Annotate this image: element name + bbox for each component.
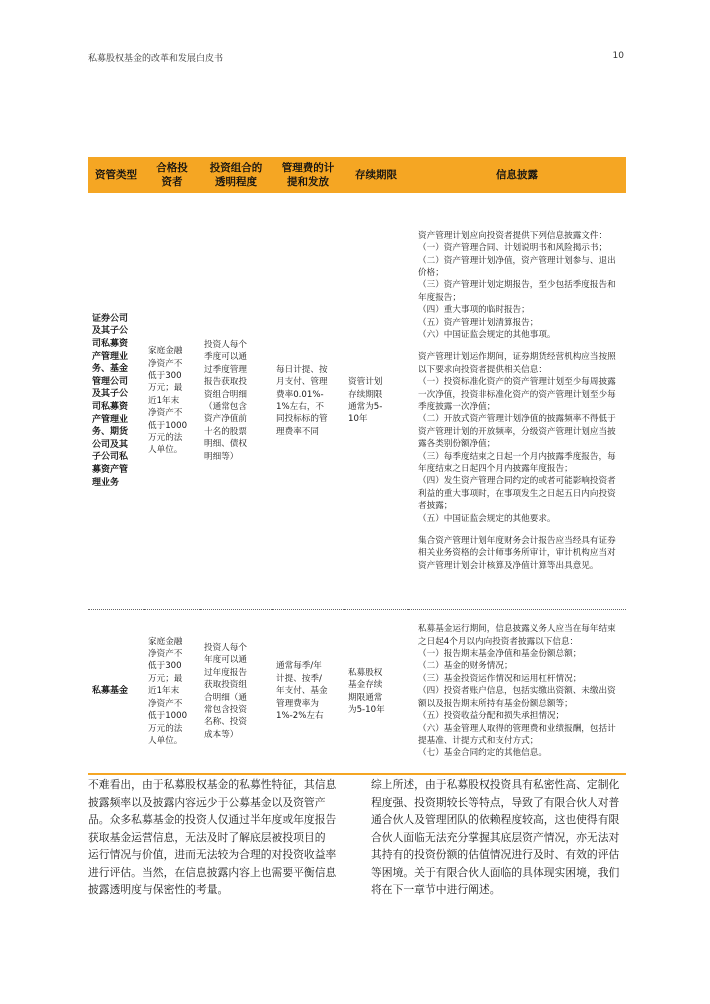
cell-qualified-investor (144, 193, 200, 610)
text-line: 管理公司 (92, 376, 129, 387)
text-line: 获取投资组 (204, 680, 247, 691)
text-line: 资产管理计划会计核算及净值计算等出具意见。 (418, 560, 599, 571)
text-line: 提基准、计提方式和支付方式； (418, 735, 539, 746)
text-line: 低于1000 (148, 420, 188, 431)
table-row (88, 610, 626, 775)
text-line: （六）中国证监会规定的其他事项。 (418, 329, 556, 340)
text-line: 费率0.01%- (276, 389, 324, 400)
cell-asset-type (88, 610, 144, 775)
comparison-table (88, 157, 626, 775)
text-line: 利益的重大事项时，在事项发生之日起五日内向投资 (418, 488, 616, 499)
disclosure-paragraph (418, 230, 620, 342)
text-line: 通常为5- (348, 402, 383, 412)
text-line: 产管理业 (92, 414, 129, 425)
text-line: 净资产不 (148, 358, 183, 369)
text-line: （五）投资收益分配和损失承担情况； (418, 711, 565, 722)
text-line: 过季度管理 (204, 364, 247, 375)
cell-management-fee (272, 610, 344, 775)
cell-duration (344, 193, 408, 610)
header-management-fee: 管理费的计 提和发放 (272, 157, 344, 193)
text-line: （一）投资标准化资产的资产管理计划至少每周披露 (418, 377, 616, 388)
table-header-row (88, 157, 626, 193)
text-line: 万元；最 (148, 383, 183, 394)
body-paragraph-left (88, 776, 356, 899)
text-line: 十名的股票 (204, 426, 247, 437)
text-line: 获取基金运营信息，无法及时了解底层被投项目的 (88, 830, 326, 844)
text-line: 投资人每个 (204, 642, 247, 653)
text-line: 近1年末 (148, 395, 180, 406)
text-line: （四）发生资产管理合同约定的或者可能影响投资者 (418, 476, 616, 487)
text-line: 成本等） (204, 729, 239, 740)
text-line: 常包含投资 (204, 704, 247, 715)
cell-qualified-investor (144, 610, 200, 775)
cell-asset-type (88, 193, 144, 610)
header-asset-type: 资管类型 (88, 157, 144, 193)
text-line: 进行评估。当然，在信息披露内容上也需要平衡信息 (88, 865, 337, 879)
table-row (88, 193, 626, 610)
text-line: 募资产管 (92, 464, 129, 475)
text-line: 综上所述，由于私募股权投资具有私密性高、定制化 (371, 778, 620, 791)
text-line: 相关业务资格的会计师事务所审计，审计机构应当对 (418, 548, 616, 559)
header-transparency: 投资组合的 透明程度 (200, 157, 272, 193)
text-line: 低于1000 (148, 711, 188, 722)
text-line: 通常每季/年 (276, 661, 322, 672)
text-line: （四）投资者账户信息，包括实缴出资额、未缴出资 (418, 686, 616, 697)
cell-disclosure (408, 193, 626, 610)
text-line: 资管计划 (348, 377, 383, 388)
text-line: 万元的法 (148, 723, 183, 734)
page-number: 10 (612, 51, 624, 61)
text-line: 万元；最 (148, 673, 183, 684)
text-line: （五）资产管理计划清算报告； (418, 317, 539, 328)
text-line: （一）资产管理合同、计划说明书和风险揭示书； (418, 243, 608, 254)
text-line: 存续期限 (348, 389, 383, 400)
text-line: 披露频率以及披露内容远少于公募基金以及资管产 (88, 795, 326, 809)
text-line: 同投标标的管 (276, 414, 328, 425)
text-line: 10年 (348, 414, 368, 425)
text-line: （三）每季度结束之日起一个月内披露季度报告，每 (418, 451, 616, 462)
text-line: 程度强、投资期较长等特点，导致了有限合伙人对普 (371, 795, 620, 809)
text-line: 年支付、基金 (276, 686, 328, 697)
document-title: 私募股权基金的改革和发展白皮书 (88, 54, 224, 64)
text-line: （六）基金管理人取得的管理费和业绩报酬，包括计 (418, 723, 616, 734)
text-line: 月支付、管理 (276, 377, 328, 388)
text-line: 净资产不 (148, 649, 183, 660)
text-line: 务、基金 (92, 364, 129, 375)
cell-transparency (200, 610, 272, 775)
text-line: （三）资产管理计划定期报告，至少包括季度报告和 (418, 280, 616, 291)
text-line: （七）基金合同约定的其他信息。 (418, 748, 547, 759)
text-line: 披露透明度与保密性的考量。 (88, 883, 229, 896)
text-line: 1%-2%左右 (276, 711, 324, 722)
text-line: 净资产不 (148, 698, 183, 709)
text-line: 明细、债权 (204, 439, 247, 450)
text-line: 子公司私 (92, 452, 129, 463)
text-line: 低于300 (148, 370, 182, 381)
text-line: 合伙人面临无法充分掌握其底层资产情况，亦无法对 (371, 830, 620, 844)
header-duration: 存续期限 (344, 157, 408, 193)
disclosure-paragraph (418, 535, 620, 572)
header-disclosure: 信息披露 (408, 157, 626, 193)
text-line: 以下要求向投资者提供相关信息： (418, 364, 547, 375)
text-line: 公司及其 (92, 439, 129, 450)
text-line: 合明细（通 (204, 692, 247, 703)
text-line: 年度报告； (418, 292, 461, 303)
text-line: 管理费率为 (276, 698, 319, 709)
text-line: 万元的法 (148, 433, 183, 444)
text-line: 资组合明细 (204, 389, 247, 400)
text-line: 司私募资 (92, 339, 129, 350)
text-line: 年度可以通 (204, 655, 247, 666)
text-line: 品。众多私募基金的投资人仅通过半年度或年度报告 (88, 813, 337, 826)
text-line: 露各类别份额净值； (418, 439, 496, 450)
text-line: 近1年末 (148, 686, 180, 697)
text-line: 证券公司 (92, 313, 129, 324)
text-line: （二）基金的财务情况； (418, 661, 513, 672)
text-line: （一）报告期末基金净值和基金份额总额； (418, 649, 582, 660)
text-line: 人单位。 (148, 445, 183, 456)
cell-disclosure (408, 610, 626, 775)
text-line: 家庭金融 (148, 636, 183, 647)
text-line: 报告获取投 (204, 377, 247, 388)
text-line: 司私募资 (92, 402, 129, 412)
cell-duration (344, 610, 408, 775)
text-line: 为5-10年 (348, 704, 385, 715)
text-line: 1%左右，不 (276, 402, 325, 412)
text-line: 一次净值，投资非标准化资产的资产管理计划至少每 (418, 389, 616, 400)
text-line: 其持有的投资份额的估值情况进行及时、有效的评估 (371, 848, 620, 861)
text-line: （五）中国证监会规定的其他要求。 (418, 513, 556, 524)
text-line: 过年度报告 (204, 667, 247, 678)
text-line: 运行情况与价值，进而无法较为合理的对投资收益率 (88, 848, 337, 861)
text-line: 资产管理计划运作期间，证券期货经营机构应当按照 (418, 352, 616, 363)
text-line: 年度结束之日起四个月内披露年度报告； (418, 464, 573, 475)
text-line: 基金存续 (348, 680, 383, 691)
text-line: 产管理业 (92, 351, 129, 362)
text-line: （二）资产管理计划净值，资产管理计划参与、退出 (418, 255, 616, 266)
text-line: 及其子公 (92, 389, 129, 400)
text-line: 名称、投资 (204, 717, 247, 728)
text-line: 期限通常 (348, 692, 383, 703)
text-line: 每日计提、按 (276, 364, 328, 375)
text-line: 私募基金 (92, 686, 129, 697)
text-line: 明细等） (204, 451, 239, 462)
text-line: 私募基金运行期间，信息披露义务人应当在每年结束 (418, 624, 616, 635)
body-paragraph-right (371, 776, 631, 899)
text-line: 季度可以通 (204, 352, 247, 363)
text-line: 价格； (418, 267, 444, 278)
text-line: （四）重大事项的临时报告； (418, 305, 530, 316)
text-line: 净资产不 (148, 408, 183, 419)
cell-management-fee (272, 193, 344, 610)
text-line: 理业务 (92, 477, 120, 488)
text-line: （通常包含 (204, 402, 247, 412)
text-line: 务、期货 (92, 427, 129, 438)
text-line: 额以及报告期末所持有基金份额总额等； (418, 698, 573, 709)
header-qualified-investor: 合格投 资者 (144, 157, 200, 193)
text-line: 及其子公 (92, 326, 129, 337)
text-line: 者披露； (418, 501, 453, 512)
text-line: （二）开放式资产管理计划净值的披露频率不得低于 (418, 414, 616, 425)
text-line: 不难看出，由于私募股权基金的私募性特征，其信息 (88, 778, 337, 791)
text-line: 理费率不同 (276, 426, 319, 437)
text-line: 资产管理计划的开放频率，分级资产管理计划应当披 (418, 426, 616, 437)
text-line: 计提、按季/ (276, 673, 322, 684)
text-line: 人单位。 (148, 735, 183, 746)
disclosure-paragraph (418, 623, 620, 759)
text-line: （三）基金投资运作情况和运用杠杆情况； (418, 673, 582, 684)
text-line: 资产净值前 (204, 414, 247, 425)
text-line: 之日起4个月以内向投资者披露以下信息： (418, 636, 579, 647)
text-line: 私募股权 (348, 667, 383, 678)
text-line: 低于300 (148, 661, 182, 672)
text-line: 等困境。关于有限合伙人面临的具体现实困境，我们 (371, 865, 620, 879)
text-line: 资产管理计划应向投资者提供下列信息披露文件： (418, 230, 608, 241)
text-line: 通合伙人及管理团队的依赖程度较高，这也使得有限 (371, 813, 620, 826)
text-line: 集合资产管理计划年度财务会计报告应当经具有证券 (418, 536, 616, 547)
disclosure-paragraph (418, 351, 620, 525)
text-line: 将在下一章节中进行阐述。 (371, 883, 501, 896)
text-line: 家庭金融 (148, 346, 183, 357)
text-line: 季度披露一次净值； (418, 402, 496, 412)
cell-transparency (200, 193, 272, 610)
text-line: 投资人每个 (204, 339, 247, 350)
